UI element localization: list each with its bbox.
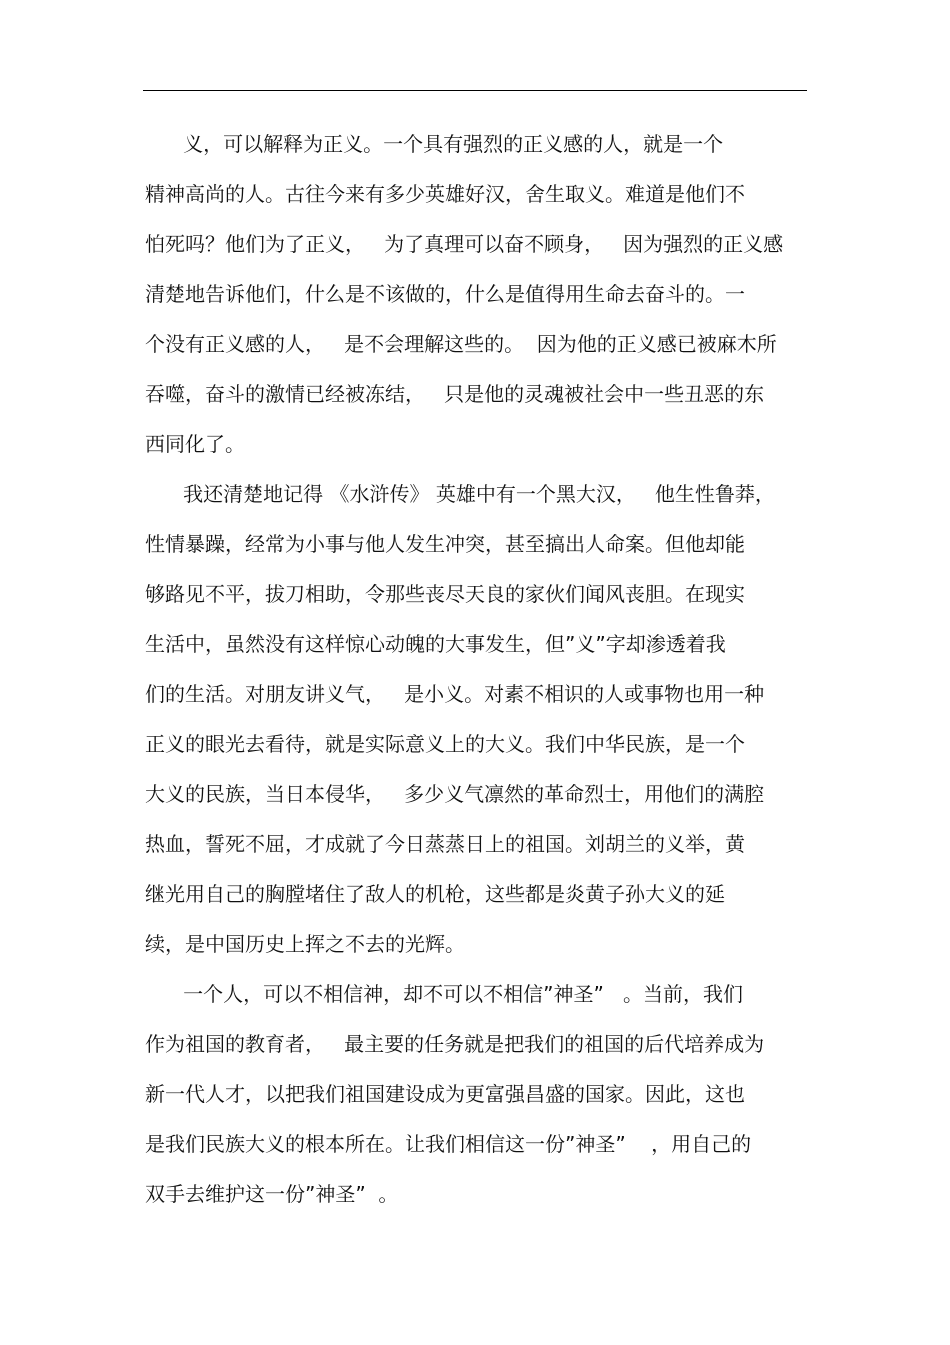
text-line: 我还清楚地记得 《水浒传》 英雄中有一个黑大汉， 他生性鲁莽， xyxy=(145,482,775,506)
text-line: 新一代人才，以把我们祖国建设成为更富强昌盛的国家。因此，这也 xyxy=(145,1082,745,1106)
text-line: 吞噬，奋斗的激情已经被冻结， 只是他的灵魂被社会中一些丑恶的东 xyxy=(145,382,765,406)
text-line: 一个人，可以不相信神，却不可以不相信”神圣” 。当前，我们 xyxy=(145,982,743,1006)
text-line: 双手去维护这一份”神圣” 。 xyxy=(145,1182,399,1206)
text-line: 性情暴躁，经常为小事与他人发生冲突，甚至搞出人命案。但他却能 xyxy=(145,532,745,556)
text-line: 义，可以解释为正义。一个具有强烈的正义感的人，就是一个 xyxy=(145,132,724,156)
header-rule xyxy=(143,90,807,91)
text-line: 清楚地告诉他们，什么是不该做的，什么是值得用生命去奋斗的。一 xyxy=(145,282,745,306)
text-line: 们的生活。对朋友讲义气， 是小义。对素不相识的人或事物也用一种 xyxy=(145,682,765,706)
text-line: 作为祖国的教育者， 最主要的任务就是把我们的祖国的后代培养成为 xyxy=(145,1032,765,1056)
text-line: 热血，誓死不屈，才成就了今日蒸蒸日上的祖国。刘胡兰的义举，黄 xyxy=(145,832,745,856)
text-line: 大义的民族，当日本侵华， 多少义气凛然的革命烈士，用他们的满腔 xyxy=(145,782,765,806)
text-line: 精神高尚的人。古往今来有多少英雄好汉，舍生取义。难道是他们不 xyxy=(145,182,745,206)
text-line: 是我们民族大义的根本所在。让我们相信这一份”神圣” ，用自己的 xyxy=(145,1132,752,1156)
text-line: 正义的眼光去看待，就是实际意义上的大义。我们中华民族，是一个 xyxy=(145,732,745,756)
text-line: 继光用自己的胸膛堵住了敌人的机枪，这些都是炎黄子孙大义的延 xyxy=(145,882,725,906)
text-line: 个没有正义感的人， 是不会理解这些的。 因为他的正义感已被麻木所 xyxy=(145,332,777,356)
text-line: 生活中，虽然没有这样惊心动魄的大事发生，但”义”字却渗透着我 xyxy=(145,632,726,656)
text-line: 够路见不平，拔刀相助，令那些丧尽天良的家伙们闻风丧胆。在现实 xyxy=(145,582,745,606)
text-line: 续，是中国历史上挥之不去的光辉。 xyxy=(145,932,465,956)
text-line: 西同化了。 xyxy=(145,432,245,456)
text-line: 怕死吗？他们为了正义， 为了真理可以奋不顾身， 因为强烈的正义感 xyxy=(145,232,784,256)
